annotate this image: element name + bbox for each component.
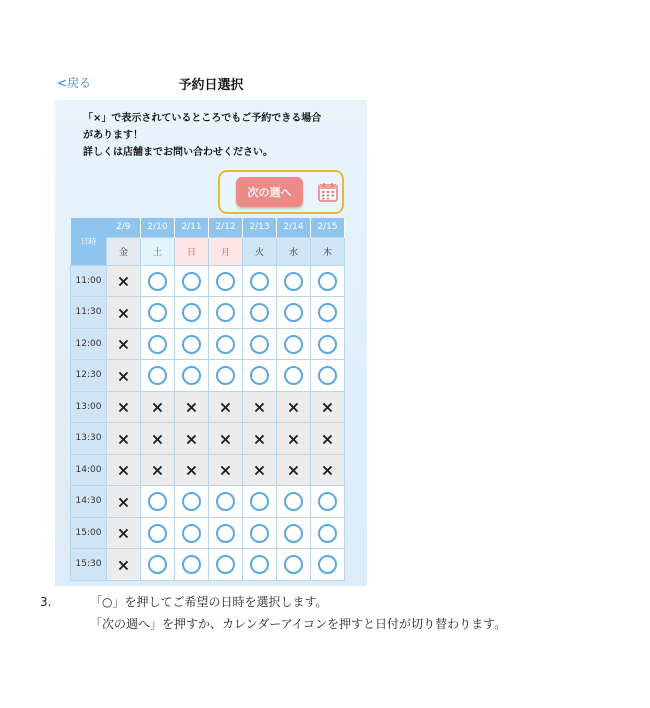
available-slot[interactable] bbox=[141, 486, 175, 518]
available-slot[interactable] bbox=[209, 517, 243, 549]
back-link[interactable]: <戻る bbox=[57, 76, 92, 90]
weekday-header: 金 bbox=[107, 237, 141, 265]
available-circle-icon bbox=[216, 492, 235, 511]
available-slot[interactable] bbox=[277, 328, 311, 360]
available-circle-icon bbox=[148, 555, 167, 574]
unavailable-cross-icon: × bbox=[286, 429, 301, 449]
week-navigation-highlight bbox=[218, 170, 344, 214]
unavailable-cross-icon: × bbox=[252, 397, 267, 417]
unavailable-slot bbox=[277, 454, 311, 486]
page-title: 予約日選択 bbox=[178, 78, 244, 93]
unavailable-cross-icon: × bbox=[218, 397, 233, 417]
available-slot[interactable] bbox=[243, 549, 277, 581]
unavailable-slot bbox=[175, 454, 209, 486]
available-slot[interactable] bbox=[243, 517, 277, 549]
time-row bbox=[71, 454, 345, 486]
unavailable-slot bbox=[175, 391, 209, 423]
unavailable-cross-icon: × bbox=[116, 492, 131, 512]
available-slot[interactable] bbox=[277, 265, 311, 297]
instruction-line: 「○」を押してご希望の日時を選択します。 bbox=[90, 595, 328, 609]
available-circle-icon bbox=[250, 555, 269, 574]
time-label: 11:30 bbox=[71, 297, 107, 329]
unavailable-cross-icon: × bbox=[116, 366, 131, 386]
unavailable-slot bbox=[107, 549, 141, 581]
available-circle-icon bbox=[148, 366, 167, 385]
unavailable-cross-icon: × bbox=[218, 429, 233, 449]
unavailable-slot bbox=[311, 454, 345, 486]
available-slot[interactable] bbox=[311, 297, 345, 329]
date-header: 2/14 bbox=[277, 218, 311, 237]
unavailable-slot bbox=[107, 486, 141, 518]
time-row bbox=[71, 486, 345, 518]
available-slot[interactable] bbox=[209, 486, 243, 518]
unavailable-cross-icon: × bbox=[116, 397, 131, 417]
available-slot[interactable] bbox=[311, 328, 345, 360]
time-row bbox=[71, 517, 345, 549]
top-bar bbox=[55, 72, 367, 96]
unavailable-slot bbox=[243, 391, 277, 423]
available-slot[interactable] bbox=[277, 360, 311, 392]
unavailable-cross-icon: × bbox=[252, 460, 267, 480]
notice-line: 詳しくは店舗までお問い合わせください。 bbox=[83, 147, 273, 158]
available-slot[interactable] bbox=[141, 297, 175, 329]
unavailable-cross-icon: × bbox=[116, 460, 131, 480]
time-label: 15:00 bbox=[71, 517, 107, 549]
available-circle-icon bbox=[216, 524, 235, 543]
time-row bbox=[71, 265, 345, 297]
unavailable-cross-icon: × bbox=[116, 523, 131, 543]
available-slot[interactable] bbox=[141, 549, 175, 581]
available-circle-icon bbox=[284, 303, 303, 322]
available-slot[interactable] bbox=[175, 297, 209, 329]
time-label: 13:00 bbox=[71, 391, 107, 423]
weekday-header: 火 bbox=[243, 237, 277, 265]
available-circle-icon bbox=[318, 492, 337, 511]
available-circle-icon bbox=[250, 524, 269, 543]
available-circle-icon bbox=[216, 555, 235, 574]
available-slot[interactable] bbox=[141, 360, 175, 392]
available-slot[interactable] bbox=[175, 328, 209, 360]
unavailable-slot bbox=[107, 517, 141, 549]
date-header: 2/10 bbox=[141, 218, 175, 237]
unavailable-slot bbox=[243, 423, 277, 455]
available-circle-icon bbox=[182, 366, 201, 385]
available-slot[interactable] bbox=[311, 360, 345, 392]
available-slot[interactable] bbox=[209, 265, 243, 297]
unavailable-cross-icon: × bbox=[116, 429, 131, 449]
available-slot[interactable] bbox=[175, 360, 209, 392]
unavailable-slot bbox=[107, 360, 141, 392]
unavailable-slot bbox=[311, 423, 345, 455]
unavailable-cross-icon: × bbox=[150, 429, 165, 449]
unavailable-cross-icon: × bbox=[116, 555, 131, 575]
weekday-header: 月 bbox=[209, 237, 243, 265]
datetime-corner-label: 日時 bbox=[71, 218, 107, 265]
available-circle-icon bbox=[284, 555, 303, 574]
unavailable-cross-icon: × bbox=[184, 397, 199, 417]
unavailable-cross-icon: × bbox=[184, 460, 199, 480]
reservation-panel bbox=[55, 100, 367, 586]
available-circle-icon bbox=[284, 524, 303, 543]
unavailable-slot bbox=[107, 391, 141, 423]
unavailable-cross-icon: × bbox=[150, 460, 165, 480]
available-slot[interactable] bbox=[175, 486, 209, 518]
available-circle-icon bbox=[148, 492, 167, 511]
available-circle-icon bbox=[318, 272, 337, 291]
calendar-icon[interactable] bbox=[317, 181, 339, 203]
notice-line: があります！ bbox=[83, 130, 143, 141]
unavailable-slot bbox=[141, 391, 175, 423]
step-number: 3. bbox=[40, 595, 52, 609]
weekday-header: 日 bbox=[175, 237, 209, 265]
unavailable-cross-icon: × bbox=[184, 429, 199, 449]
available-slot[interactable] bbox=[141, 517, 175, 549]
available-circle-icon bbox=[284, 366, 303, 385]
next-week-button[interactable]: 次の週へ bbox=[236, 177, 303, 207]
availability-notice bbox=[83, 110, 353, 161]
available-slot[interactable] bbox=[175, 549, 209, 581]
unavailable-cross-icon: × bbox=[320, 429, 335, 449]
available-slot[interactable] bbox=[141, 265, 175, 297]
unavailable-slot bbox=[141, 423, 175, 455]
available-circle-icon bbox=[250, 492, 269, 511]
unavailable-cross-icon: × bbox=[320, 460, 335, 480]
time-row bbox=[71, 328, 345, 360]
unavailable-cross-icon: × bbox=[116, 271, 131, 291]
available-circle-icon bbox=[182, 303, 201, 322]
unavailable-cross-icon: × bbox=[116, 303, 131, 323]
available-circle-icon bbox=[318, 555, 337, 574]
available-slot[interactable] bbox=[311, 265, 345, 297]
time-label: 11:00 bbox=[71, 265, 107, 297]
time-label: 12:30 bbox=[71, 360, 107, 392]
date-header-row bbox=[71, 218, 345, 237]
unavailable-slot bbox=[107, 297, 141, 329]
unavailable-slot bbox=[107, 423, 141, 455]
unavailable-slot bbox=[107, 265, 141, 297]
date-header: 2/11 bbox=[175, 218, 209, 237]
available-slot[interactable] bbox=[209, 360, 243, 392]
available-circle-icon bbox=[182, 555, 201, 574]
date-header: 2/13 bbox=[243, 218, 277, 237]
weekday-header: 水 bbox=[277, 237, 311, 265]
unavailable-slot bbox=[209, 423, 243, 455]
schedule-table bbox=[70, 218, 345, 581]
available-circle-icon bbox=[318, 303, 337, 322]
available-slot[interactable] bbox=[311, 517, 345, 549]
unavailable-cross-icon: × bbox=[150, 397, 165, 417]
available-circle-icon bbox=[182, 492, 201, 511]
available-slot[interactable] bbox=[209, 328, 243, 360]
unavailable-cross-icon: × bbox=[116, 334, 131, 354]
available-circle-icon bbox=[148, 272, 167, 291]
schedule-body bbox=[71, 265, 345, 580]
available-circle-icon bbox=[318, 335, 337, 354]
instruction-line: 「次の週へ」を押すか、カレンダーアイコンを押すと日付が切り替わります。 bbox=[90, 617, 507, 631]
unavailable-cross-icon: × bbox=[286, 460, 301, 480]
date-header: 2/15 bbox=[311, 218, 345, 237]
unavailable-slot bbox=[107, 328, 141, 360]
available-slot[interactable] bbox=[243, 328, 277, 360]
available-circle-icon bbox=[216, 303, 235, 322]
date-header: 2/12 bbox=[209, 218, 243, 237]
time-row bbox=[71, 360, 345, 392]
time-label: 14:00 bbox=[71, 454, 107, 486]
available-slot[interactable] bbox=[209, 297, 243, 329]
weekday-header-row bbox=[71, 237, 345, 265]
time-label: 14:30 bbox=[71, 486, 107, 518]
available-slot[interactable] bbox=[175, 265, 209, 297]
available-circle-icon bbox=[216, 366, 235, 385]
unavailable-slot bbox=[175, 423, 209, 455]
time-row bbox=[71, 423, 345, 455]
available-slot[interactable] bbox=[243, 265, 277, 297]
available-circle-icon bbox=[250, 303, 269, 322]
available-circle-icon bbox=[284, 335, 303, 354]
available-slot[interactable] bbox=[209, 549, 243, 581]
available-slot[interactable] bbox=[277, 297, 311, 329]
available-slot[interactable] bbox=[311, 549, 345, 581]
available-circle-icon bbox=[148, 524, 167, 543]
unavailable-slot bbox=[209, 391, 243, 423]
available-circle-icon bbox=[148, 335, 167, 354]
unavailable-slot bbox=[277, 423, 311, 455]
time-label: 15:30 bbox=[71, 549, 107, 581]
available-slot[interactable] bbox=[243, 360, 277, 392]
notice-line: 「×」で表示されているところでもご予約できる場合 bbox=[83, 113, 322, 124]
available-slot[interactable] bbox=[175, 517, 209, 549]
time-row bbox=[71, 549, 345, 581]
available-circle-icon bbox=[216, 272, 235, 291]
available-slot[interactable] bbox=[141, 328, 175, 360]
unavailable-slot bbox=[311, 391, 345, 423]
available-circle-icon bbox=[148, 303, 167, 322]
time-row bbox=[71, 297, 345, 329]
available-slot[interactable] bbox=[277, 517, 311, 549]
available-slot[interactable] bbox=[243, 297, 277, 329]
unavailable-cross-icon: × bbox=[252, 429, 267, 449]
available-circle-icon bbox=[284, 272, 303, 291]
available-circle-icon bbox=[318, 366, 337, 385]
available-circle-icon bbox=[250, 272, 269, 291]
available-circle-icon bbox=[318, 524, 337, 543]
available-slot[interactable] bbox=[243, 486, 277, 518]
unavailable-cross-icon: × bbox=[320, 397, 335, 417]
unavailable-slot bbox=[209, 454, 243, 486]
available-slot[interactable] bbox=[277, 549, 311, 581]
unavailable-slot bbox=[243, 454, 277, 486]
available-circle-icon bbox=[284, 492, 303, 511]
date-header: 2/9 bbox=[107, 218, 141, 237]
unavailable-cross-icon: × bbox=[218, 460, 233, 480]
weekday-header: 土 bbox=[141, 237, 175, 265]
unavailable-slot bbox=[277, 391, 311, 423]
time-row bbox=[71, 391, 345, 423]
available-circle-icon bbox=[182, 272, 201, 291]
available-circle-icon bbox=[216, 335, 235, 354]
time-label: 13:30 bbox=[71, 423, 107, 455]
weekday-header: 木 bbox=[311, 237, 345, 265]
available-circle-icon bbox=[250, 366, 269, 385]
available-circle-icon bbox=[250, 335, 269, 354]
time-label: 12:00 bbox=[71, 328, 107, 360]
unavailable-cross-icon: × bbox=[286, 397, 301, 417]
unavailable-slot bbox=[141, 454, 175, 486]
available-slot[interactable] bbox=[311, 486, 345, 518]
available-circle-icon bbox=[182, 335, 201, 354]
unavailable-slot bbox=[107, 454, 141, 486]
available-slot[interactable] bbox=[277, 486, 311, 518]
available-circle-icon bbox=[182, 524, 201, 543]
